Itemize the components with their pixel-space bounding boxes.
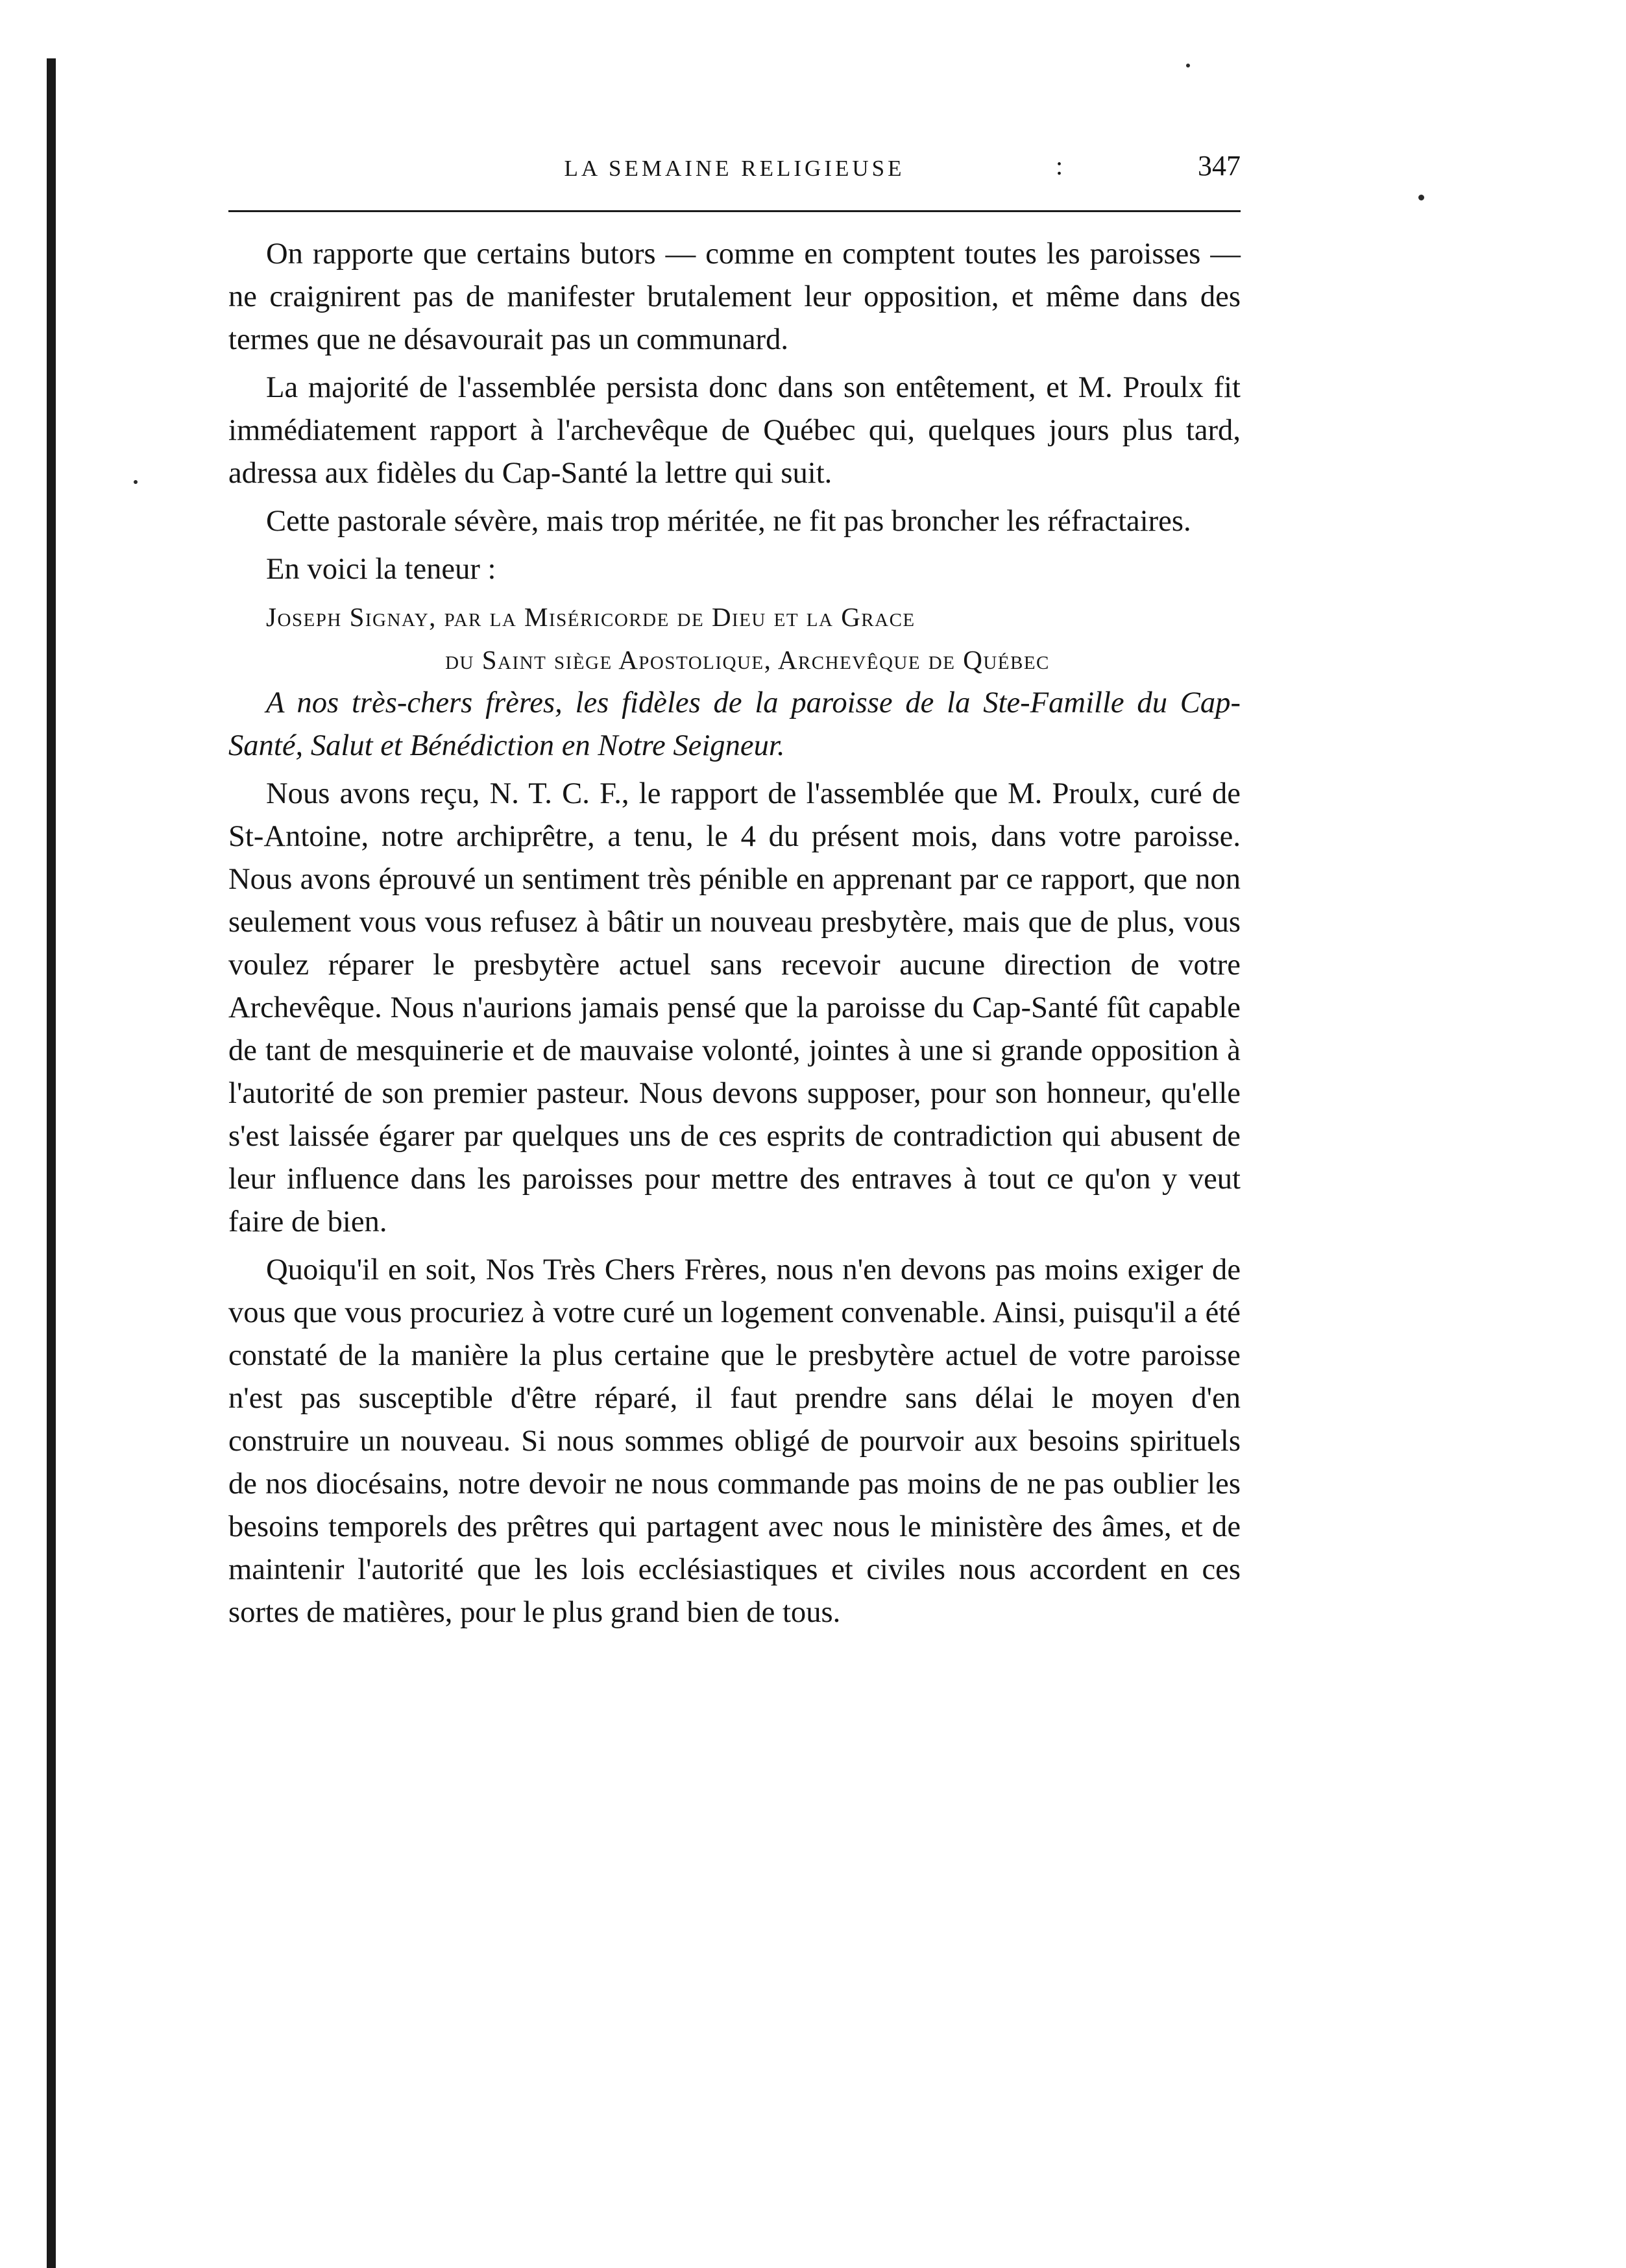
letter-heading-line: du Saint siège Apostolique, Archevêque de Québec <box>445 645 1050 675</box>
scan-speck <box>1418 195 1424 200</box>
scan-speck <box>134 480 138 484</box>
page-number: 347 <box>1198 150 1241 182</box>
body-text <box>228 195 1241 1634</box>
letter-paragraph: Nous avons reçu, N. T. C. F., le rapport de l'assemblée que M. Proulx, curé de St-Antoine, notre archiprêtre, a tenu, le 4 du présent mois, dans votre paroisse. Nous avons éprouvé un sentiment très pénible en apprenant par ce rapport, que non seulement vous vous refusez à bâtir un nouveau presbytère, mais que de plus, vous voulez réparer le presbytère actuel sans recevoir aucune direction de votre Archevêque. Nous n'aurions jamais pensé que la paroisse du Cap-Santé fût capable de tant de mesquinerie et de mauvaise volonté, jointes à une si grande opposition à l'autorité de son premier pasteur. Nous devons supposer, pour son honneur, qu'elle s'est laissée égarer par quelques uns de ces esprits de contradiction qui abusent de leur influence dans les paroisses pour mettre des entraves à tout ce qu'on y veut faire de bien. <box>228 777 1241 1238</box>
letter-address: A nos très-chers frères, les fidèles de la paroisse de la Ste-Famille du Cap-Santé, Salut et Bénédiction en Notre Seigneur. <box>228 686 1241 762</box>
paragraph: En voici la teneur : <box>266 552 496 586</box>
running-title: LA SEMAINE RELIGIEUSE <box>564 156 905 181</box>
paragraph: On rapporte que certains butors — comme en comptent toutes les paroisses — ne craignirent pas de manifester brutalement leur opposition, et même dans des termes que ne désavourait pas un communard. <box>228 237 1241 356</box>
page-binding-edge <box>47 58 56 2268</box>
paragraph: Cette pastorale sévère, mais trop méritée, ne fit pas broncher les réfractaires. <box>266 504 1191 538</box>
scan-speck <box>1186 64 1190 67</box>
header-rule <box>228 210 1241 212</box>
running-header-mark: : <box>1056 151 1063 180</box>
letter-paragraph: Quoiqu'il en soit, Nos Très Chers Frères, nous n'en devons pas moins exiger de vous que vous procuriez à votre curé un logement convenable. Ainsi, puisqu'il a été constaté de la manière la plus certaine que le presbytère actuel de votre paroisse n'est pas susceptible d'être réparé, il faut prendre sans délai le moyen d'en construire un nouveau. Si nous sommes obligé de pourvoir aux besoins spirituels de nos diocésains, notre devoir ne nous commande pas moins de ne pas oublier les besoins temporels des prêtres qui partagent avec nous le ministère des âmes, et de maintenir l'autorité que les lois ecclésiastiques et civiles nous accordent en ces sortes de matières, pour le plus grand bien de tous. <box>228 1253 1241 1629</box>
letter-heading-line: Joseph Signay, par la Miséricorde de Dieu et la Grace <box>266 602 916 632</box>
book-page <box>228 130 1241 1639</box>
paragraph: La majorité de l'assemblée persista donc dans son entêtement, et M. Proulx fit immédiatement rapport à l'archevêque de Québec qui, quelques jours plus tard, adressa aux fidèles du Cap-Santé la lettre qui suit. <box>228 370 1241 490</box>
running-header <box>228 130 1241 195</box>
